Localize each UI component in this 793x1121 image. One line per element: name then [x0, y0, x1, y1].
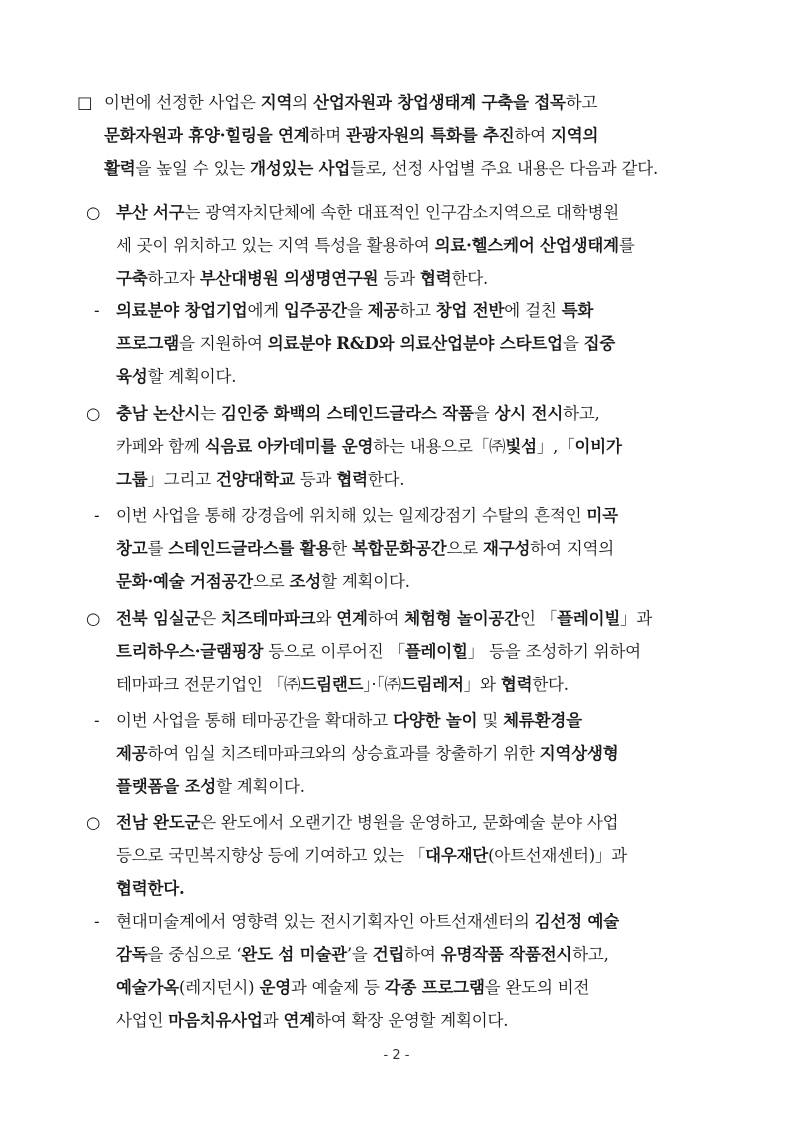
- body-text: 현대미술계에서 영향력 있는 전시기획자인 아트선재센터의: [116, 912, 535, 931]
- body-text: 이번에 선정한 사업은: [104, 93, 261, 112]
- emphasized-text: 입주공간: [284, 301, 347, 320]
- emphasized-text: 창업 전반: [435, 301, 505, 320]
- emphasized-text: 부산 서구: [116, 203, 185, 222]
- body-text: 하여 확장 운영할 계획이다.: [314, 1011, 509, 1030]
- body-text: 이번 사업을 통해 테마공간을 확대하고: [116, 711, 394, 730]
- circle-bullet-icon: ○: [86, 609, 101, 628]
- text-line: [116, 839, 720, 872]
- text-line: [116, 229, 720, 262]
- body-text: 는 광역자치단체에 속한 대표적인 인구감소지역으로 대학병원: [184, 203, 619, 222]
- text-line: [116, 635, 720, 668]
- body-text: 한: [331, 539, 353, 558]
- circle-bullet-icon: ○: [86, 404, 101, 423]
- intro-paragraph: [77, 86, 720, 185]
- section-wando-summary: [86, 806, 720, 905]
- emphasized-text: 각종 프로그램: [384, 978, 485, 997]
- emphasized-text: 전남 완도군: [116, 813, 201, 832]
- text-line: [116, 463, 720, 496]
- body-text: 카페와 함께: [116, 437, 205, 456]
- emphasized-text: 운영: [259, 978, 291, 997]
- body-text: 을 지원하여: [178, 334, 268, 353]
- body-text: 은: [200, 609, 222, 628]
- section-imsil-summary: [86, 602, 720, 701]
- text-line: [116, 499, 720, 532]
- body-text: 한다.: [367, 470, 405, 489]
- body-text: 」,「: [536, 437, 575, 456]
- text-line: [116, 430, 720, 463]
- emphasized-text: 빛섬: [505, 437, 537, 456]
- body-text: 등으로 국민복지향상 등에 기여하고 있는 「: [116, 846, 426, 865]
- text-line: [116, 971, 720, 1004]
- body-text: 인 「: [520, 609, 558, 628]
- emphasized-text: 전북 임실군: [116, 609, 201, 628]
- text-line: [116, 602, 720, 635]
- body-text: 하고,: [572, 945, 609, 964]
- emphasized-text: 체험형 놀이공간: [404, 609, 521, 628]
- emphasized-text: 의료분야 창업기업: [116, 301, 248, 320]
- body-text: 을: [346, 301, 368, 320]
- text-line: [116, 872, 720, 905]
- emphasized-text: 체류환경을: [503, 711, 582, 730]
- body-text: 를: [618, 236, 635, 255]
- text-line: [116, 938, 720, 971]
- emphasized-text: 프로그램: [116, 334, 179, 353]
- emphasized-text: 미곡: [586, 506, 618, 525]
- body-text: 등과: [378, 269, 421, 288]
- body-text: 하여: [404, 945, 441, 964]
- body-text: 을 중심으로 ‘: [147, 945, 242, 964]
- emphasized-text: 치즈테마파크: [221, 609, 316, 628]
- body-text: 할 계획이다.: [215, 777, 305, 796]
- text-line: [104, 152, 720, 185]
- body-text: 한다.: [532, 675, 569, 694]
- emphasized-text: 의료분야 R&D와 의료산업분야 스타트업: [267, 334, 563, 353]
- emphasized-text: 플레이힐: [404, 642, 468, 661]
- body-text: 를: [147, 539, 169, 558]
- emphasized-text: 특화: [561, 301, 594, 320]
- body-text: 은 완도에서 오랜기간 병원을 운영하고, 문화예술 분야 사업: [200, 813, 619, 832]
- section-wando-summary-text: [116, 806, 720, 905]
- body-text: 하여 지역의: [530, 539, 614, 558]
- circle-bullet-icon: ○: [86, 203, 101, 222]
- body-text: 및: [477, 711, 504, 730]
- body-text: 하는 내용으로「㈜: [373, 437, 506, 456]
- emphasized-text: 협력: [420, 269, 452, 288]
- section-nonsan-summary-text: [116, 397, 720, 496]
- emphasized-text: 완도 섬 미술관: [241, 945, 347, 964]
- body-text: 와: [315, 609, 337, 628]
- text-line: [116, 360, 720, 393]
- text-line: [116, 397, 720, 430]
- body-text: 하고,: [563, 404, 600, 423]
- text-line: [116, 737, 720, 770]
- text-line: [116, 565, 720, 598]
- dash-bullet-icon: -: [94, 506, 100, 525]
- emphasized-text: 육성: [116, 367, 148, 386]
- circle-bullet-icon: ○: [86, 813, 101, 832]
- text-line: [116, 806, 720, 839]
- body-text: 들로, 선정 사업별 주요 내용은 다음과 같다.: [350, 159, 659, 178]
- body-text: 과 예술제 등: [290, 978, 385, 997]
- emphasized-text: 스테인드글라스를 활용: [168, 539, 332, 558]
- dash-bullet-icon: -: [94, 301, 100, 320]
- body-text: 을: [562, 334, 584, 353]
- square-bullet-icon: □: [77, 93, 93, 112]
- emphasized-text: 창고: [116, 539, 148, 558]
- body-text: 할 계획이다.: [147, 367, 237, 386]
- body-text: 의: [292, 93, 314, 112]
- body-text: 」 등을 조성하기 위하여: [467, 642, 641, 661]
- emphasized-text: 드림랜드: [300, 675, 364, 694]
- emphasized-text: 대우재단: [425, 846, 489, 865]
- emphasized-text: 구축: [116, 269, 148, 288]
- section-nonsan-detail-text: [116, 499, 720, 598]
- emphasized-text: 재구성: [482, 539, 531, 558]
- body-text: 을 완도의 비전: [484, 978, 590, 997]
- section-imsil-summary-text: [116, 602, 720, 701]
- body-text: 세 곳이 위치하고 있는 지역 특성을 활용하여: [116, 236, 435, 255]
- emphasized-text: 의료·헬스케어 산업생태계: [434, 236, 619, 255]
- body-text: 하고자: [147, 269, 200, 288]
- emphasized-text: 활력: [104, 159, 136, 178]
- body-text: 」·「㈜: [363, 675, 401, 694]
- body-text: 하고: [565, 93, 598, 112]
- body-text: 을: [473, 404, 495, 423]
- text-line: [116, 770, 720, 803]
- section-imsil-detail: [94, 704, 720, 803]
- body-text: 이번 사업을 통해 강경읍에 위치해 있는 일제강점기 수탈의 흔적인: [116, 506, 587, 525]
- section-wando-detail-text: [116, 905, 720, 1037]
- emphasized-text: 연계: [336, 609, 368, 628]
- body-text: 하며: [309, 126, 347, 145]
- text-line: [104, 86, 720, 119]
- body-text: 할 계획이다.: [321, 572, 410, 591]
- dash-bullet-icon: -: [94, 711, 100, 730]
- emphasized-text: 김인중 화백의 스테인드글라스 작품: [221, 404, 474, 423]
- emphasized-text: 부산대병원 의생명연구원: [199, 269, 379, 288]
- text-line: [116, 668, 720, 701]
- body-text: 」와: [463, 675, 501, 694]
- body-text: 하여 임실 치즈테마파크와의 상승효과를 창출하기 위한: [147, 744, 540, 763]
- intro-text: [104, 86, 720, 185]
- text-line: [116, 704, 720, 737]
- body-text: 으로: [253, 572, 290, 591]
- emphasized-text: 트리하우스·글램핑장: [116, 642, 264, 661]
- text-line: [116, 1004, 720, 1037]
- body-text: 하고: [399, 301, 436, 320]
- text-line: [116, 196, 720, 229]
- emphasized-text: 협력: [336, 470, 368, 489]
- emphasized-text: 상시 전시: [494, 404, 564, 423]
- text-line: [116, 905, 720, 938]
- emphasized-text: 감독: [116, 945, 148, 964]
- text-line: [116, 294, 720, 327]
- body-text: 」과: [620, 609, 653, 628]
- emphasized-text: 조성: [289, 572, 322, 591]
- emphasized-text: 플랫폼을 조성: [116, 777, 216, 796]
- body-text: 등과: [294, 470, 337, 489]
- emphasized-text: 집중: [583, 334, 616, 353]
- emphasized-text: 지역의: [551, 126, 599, 145]
- emphasized-text: 복합문화공간: [352, 539, 447, 558]
- emphasized-text: 협력: [500, 675, 533, 694]
- body-text: 는: [200, 404, 222, 423]
- emphasized-text: 식음료 아카데미를 운영: [204, 437, 374, 456]
- section-nonsan-summary: [86, 397, 720, 496]
- body-text: 을 높일 수 있는: [135, 159, 251, 178]
- emphasized-text: 산업자원과 창업생태계 구축을 접목: [313, 93, 566, 112]
- body-text: 등으로 이루어진 「: [263, 642, 405, 661]
- text-line: [116, 327, 720, 360]
- body-text: 에 걸친: [504, 301, 562, 320]
- body-text: (레지던시): [178, 978, 260, 997]
- emphasized-text: 제공: [116, 744, 148, 763]
- emphasized-text: 그룹: [116, 470, 148, 489]
- section-busan-detail: [94, 294, 720, 393]
- emphasized-text: 김선정 예술: [534, 912, 619, 931]
- emphasized-text: 제공: [367, 301, 400, 320]
- body-text: 과: [262, 1011, 284, 1030]
- body-text: 사업인: [116, 1011, 169, 1030]
- emphasized-text: 연계: [283, 1011, 315, 1030]
- emphasized-text: 협력한다.: [116, 879, 185, 898]
- emphasized-text: 지역상생형: [539, 744, 619, 763]
- emphasized-text: 건양대학교: [216, 470, 295, 489]
- emphasized-text: 관광자원의 특화를 추진: [346, 126, 515, 145]
- emphasized-text: 지역: [260, 93, 293, 112]
- emphasized-text: 예술가옥: [116, 978, 179, 997]
- emphasized-text: 충남 논산시: [116, 404, 201, 423]
- body-text: 에게: [247, 301, 284, 320]
- text-line: [116, 532, 720, 565]
- body-text: 으로: [446, 539, 483, 558]
- body-text: 하여: [514, 126, 552, 145]
- section-busan-detail-text: [116, 294, 720, 393]
- emphasized-text: 이비가: [574, 437, 622, 456]
- body-text: 하여: [367, 609, 405, 628]
- emphasized-text: 개성있는 사업: [250, 159, 351, 178]
- body-text: 한다.: [451, 269, 489, 288]
- section-imsil-detail-text: [116, 704, 720, 803]
- body-text: 테마파크 전문기업인 「㈜: [116, 675, 301, 694]
- body-text: (아트선재센터)」과: [488, 846, 628, 865]
- dash-bullet-icon: -: [94, 912, 100, 931]
- emphasized-text: 플레이빌: [557, 609, 621, 628]
- emphasized-text: 건립: [372, 945, 405, 964]
- emphasized-text: 마음치유사업: [168, 1011, 263, 1030]
- body-text: ’을: [346, 945, 373, 964]
- page-number: - 2 -: [383, 1048, 410, 1063]
- section-busan-summary: [86, 196, 720, 295]
- section-busan-summary-text: [116, 196, 720, 295]
- text-line: [116, 262, 720, 295]
- emphasized-text: 문화자원과 휴양·힐링을 연계: [104, 126, 310, 145]
- section-nonsan-detail: [94, 499, 720, 598]
- emphasized-text: 유명작품 작품전시: [440, 945, 573, 964]
- emphasized-text: 문화·예술 거점공간: [116, 572, 254, 591]
- text-line: [104, 119, 720, 152]
- emphasized-text: 다양한 놀이: [393, 711, 478, 730]
- emphasized-text: 드림레저: [400, 675, 464, 694]
- section-wando-detail: [94, 905, 720, 1037]
- body-text: 」그리고: [147, 470, 217, 489]
